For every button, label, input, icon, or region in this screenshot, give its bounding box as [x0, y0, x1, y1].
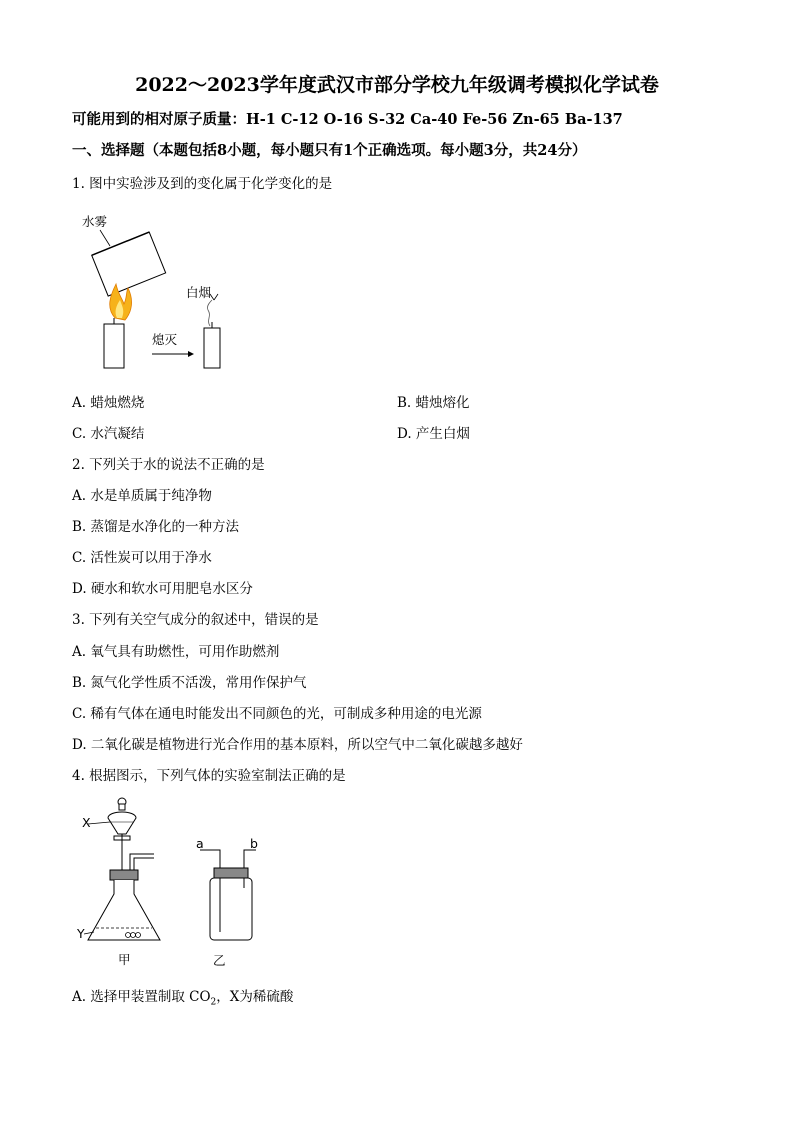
q1-option-a[interactable]: A. 蜡烛燃烧	[72, 395, 145, 411]
q1-option-d[interactable]: D. 产生白烟	[397, 426, 470, 442]
label-x: X	[82, 815, 91, 830]
question-3-stem: 3. 下列有关空气成分的叙述中，错误的是	[72, 612, 319, 628]
q2-option-b[interactable]: B. 蒸馏是水净化的一种方法	[72, 519, 240, 535]
q4-option-a[interactable]	[72, 985, 293, 1008]
q4-option-a-subscript: 2	[210, 997, 217, 1008]
label-a: a	[196, 836, 204, 851]
q4-option-a-tail: ，X为稀硫酸	[216, 989, 294, 1005]
q1-option-c[interactable]: C. 水汽凝结	[72, 426, 145, 442]
atomic-masses: 可能用到的相对原子质量：H-1 C-12 O-16 S-32 Ca-40 Fe-56 Zn-65 Ba-137	[72, 111, 623, 128]
label-water-mist: 水雾	[82, 214, 108, 229]
label-white-smoke: 白烟	[186, 285, 212, 300]
q3-option-d[interactable]: D. 二氧化碳是植物进行光合作用的基本原料，所以空气中二氧化碳越多越好	[72, 737, 523, 753]
section-heading: 一、选择题（本题包括8小题，每小题只有1个正确选项。每小题3分，共24分）	[72, 142, 587, 159]
label-y: Y	[77, 926, 85, 941]
q3-option-a[interactable]: A. 氧气具有助燃性，可用作助燃剂	[72, 644, 280, 660]
candle-diagram	[70, 200, 310, 380]
apparatus-diagram	[70, 790, 270, 960]
q4-option-a-text: A. 选择甲装置制取 CO	[72, 989, 211, 1005]
label-jia: 甲	[118, 952, 131, 967]
page-title: 2022～2023学年度武汉市部分学校九年级调考模拟化学试卷	[135, 74, 659, 96]
q1-option-b[interactable]: B. 蜡烛熔化	[397, 395, 470, 411]
question-4-stem: 4. 根据图示，下列气体的实验室制法正确的是	[72, 768, 346, 784]
q3-option-b[interactable]: B. 氮气化学性质不活泼，常用作保护气	[72, 675, 307, 691]
q2-option-c[interactable]: C. 活性炭可以用于净水	[72, 550, 212, 566]
label-yi: 乙	[213, 953, 226, 968]
question-1-stem: 1. 图中实验涉及到的变化属于化学变化的是	[72, 176, 333, 192]
label-extinguish: 熄灭	[152, 332, 178, 347]
q3-option-c[interactable]: C. 稀有气体在通电时能发出不同颜色的光，可制成多种用途的电光源	[72, 706, 482, 722]
q2-option-a[interactable]: A. 水是单质属于纯净物	[72, 488, 212, 504]
label-b: b	[250, 836, 258, 851]
question-2-stem: 2. 下列关于水的说法不正确的是	[72, 457, 265, 473]
q2-option-d[interactable]: D. 硬水和软水可用肥皂水区分	[72, 581, 253, 597]
